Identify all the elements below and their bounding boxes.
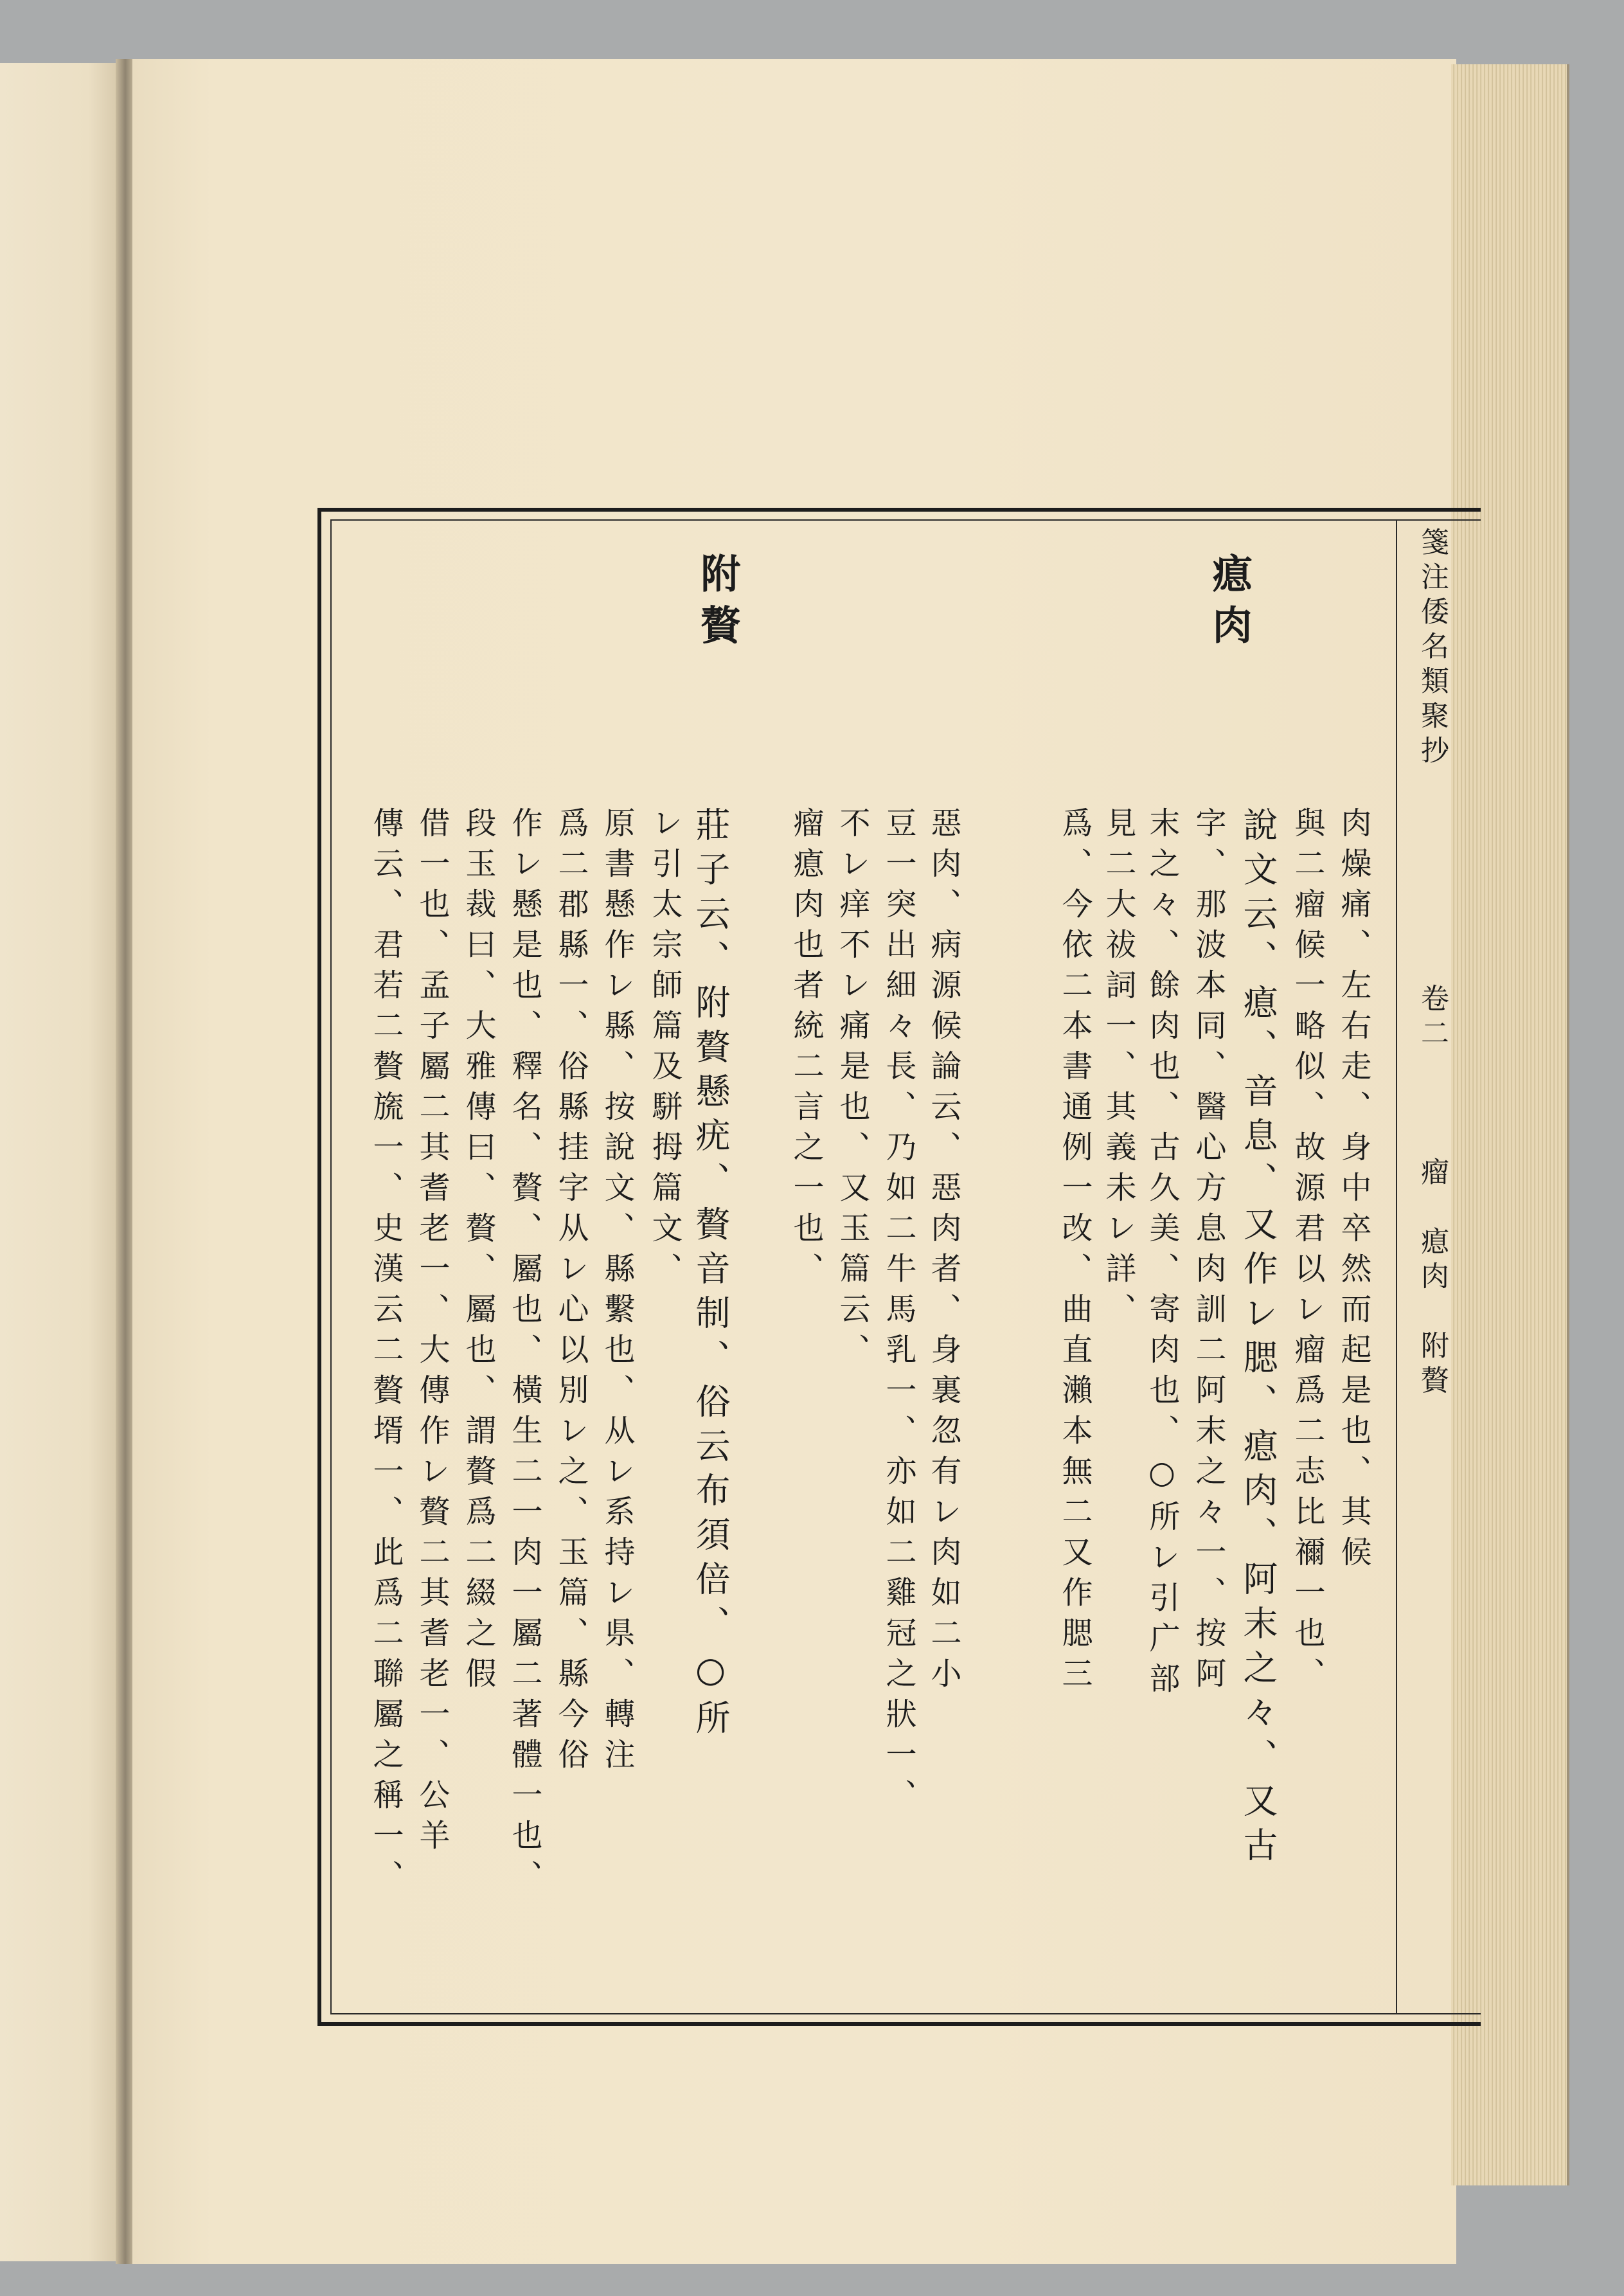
text-line: 瘤瘜肉也者統二言之一也、 xyxy=(788,807,824,1293)
text-line: 見二大祓詞一、其義未レ詳、 xyxy=(1100,807,1136,1333)
text-line: 爲、今依二本書通例一改、曲直瀨本無二又作腮三 xyxy=(1057,807,1093,1698)
text-line: 與二瘤候一略似、故源君以レ瘤爲二志比禰一也、 xyxy=(1289,807,1325,1698)
text-line: 惡肉、病源候論云、惡肉者、身裏忽有レ肉如二小 xyxy=(925,807,961,1698)
text-line: 莊子云、附贅懸疣、贅音制、俗云布須倍、○所 xyxy=(690,807,731,1744)
text-line: レ引太宗師篇及駢拇篇文、 xyxy=(647,807,683,1293)
entries-label: 瘤 瘜肉 附贅 xyxy=(1416,1157,1449,1400)
left-page-edge xyxy=(0,63,126,2261)
book-title: 箋注倭名類聚抄 xyxy=(1416,527,1449,770)
volume-label: 卷二 xyxy=(1416,983,1449,1053)
text-line: 段玉裁曰、大雅傳曰、贅、屬也、謂贅爲二綴之假 xyxy=(460,807,496,1698)
margin-rule xyxy=(1396,519,1397,2014)
text-line: 肉燥痛、左右走、身中卒然而起是也、其候 xyxy=(1335,807,1371,1576)
entry-heading: 瘜肉 xyxy=(1206,553,1253,656)
text-line: 作レ懸是也、釋名、贅、屬也、橫生二一肉一屬二著體一也、 xyxy=(506,807,542,1900)
text-line: 爲二郡縣一、俗縣挂字从レ心以別レ之、玉篇、縣今俗 xyxy=(553,807,589,1779)
text-line: 末之々、餘肉也、古久美、寄肉也、○所レ引广部 xyxy=(1144,807,1180,1703)
text-line: 說文云、瘜、音息、又作レ腮、瘜肉、阿末之々、又古 xyxy=(1238,807,1278,1871)
entry-heading: 附贅 xyxy=(694,553,741,656)
text-line: 豆一突出細々長、乃如二牛馬乳一、亦如二雞冠之狀一、 xyxy=(880,807,916,1819)
text-line: 借一也、孟子屬二其耆老一、大傳作レ贅二其耆老一、公羊 xyxy=(414,807,450,1860)
text-line: 原書懸作レ縣、按說文、縣繫也、从レ系持レ県、轉注 xyxy=(599,807,635,1779)
text-line: 字、那波本同、醫心方息肉訓二阿末之々一、按阿 xyxy=(1190,807,1226,1698)
text-line: 不レ痒不レ痛是也、又玉篇云、 xyxy=(834,807,870,1374)
text-line: 傳云、君若二贅旒一、史漢云二贅壻一、此爲二聯屬之稱一、 xyxy=(368,807,404,1900)
